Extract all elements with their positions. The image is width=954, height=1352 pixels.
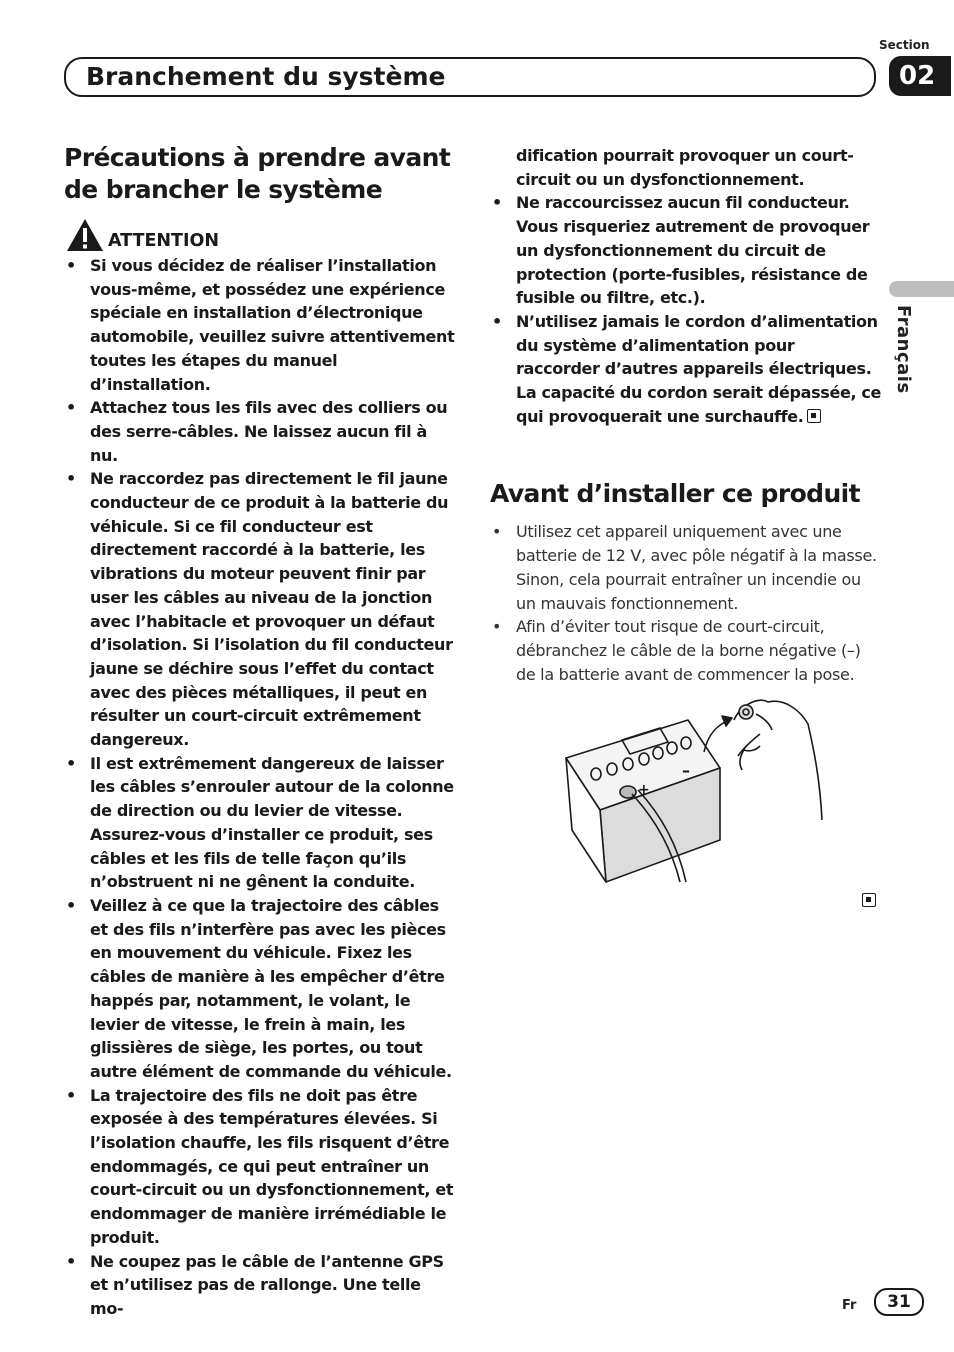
list-item: • Ne raccourcissez aucun fil conducteur. Vous risqueriez autrement de provoquer un dysfonctionnement du circuit de protection (porte-fusibles, résistance de fusible ou filtre, etc.). (490, 191, 882, 310)
language-tab-label: Français (893, 305, 914, 394)
list-item-text: N’utilisez jamais le cordon d’alimentation du système d’alimentation pour raccorder d’autres appareils électriques. La capacité du cordon serait dépassée, ce qui provoquerait une surchauffe. (516, 311, 882, 426)
before-install-list (490, 520, 882, 686)
right-column (490, 144, 882, 686)
section-number-badge: 02 (889, 56, 951, 96)
section-label: Section (879, 38, 930, 52)
language-tab-marker (889, 281, 954, 297)
list-item: • Si vous décidez de réaliser l’installation vous-même, et possédez une expérience spéciale en installation d’électronique automobile, veuillez suivre attentivement toutes les étapes du manuel d’installation. (64, 254, 456, 396)
list-item: • Ne raccordez pas directement le fil jaune conducteur de ce produit à la batterie du véhicule. Si ce fil conducteur est directement raccordé à la batterie, les vibrations du moteur peuvent finir par user les câbles au niveau de la jonction avec l’habitacle et provoquer un défaut d’isolation. Si l’isolation du fil conducteur jaune se déchire sous l’effet du contact avec des pièces métalliques, il peut en résulter un court-circuit extrêmement dangereux. (64, 467, 456, 751)
battery-plus-label: + (638, 782, 650, 798)
precautions-list (64, 254, 456, 1321)
list-item: • Veillez à ce que la trajectoire des câbles et des fils n’interfère pas avec les pièces en mouvement du véhicule. Fixez les câbles de manière à les empêcher d’être happés par, notamment, le volant, le levier de vitesse, le frein à main, les glissières de siège, les portes, ou tout autre élément de commande du véhicule. (64, 894, 456, 1084)
list-item: • Afin d’éviter tout risque de court-circuit, débranchez le câble de la borne négative (–) de la batterie avant de commencer la pose. (490, 615, 882, 686)
continuation-text: dification pourrait provoquer un court-circuit ou un dysfonctionnement. (516, 146, 854, 189)
before-install-heading: Avant d’installer ce produit (490, 479, 860, 509)
battery-disconnect-illustration (560, 690, 840, 890)
battery-minus-label: – (682, 761, 690, 780)
list-item: • Ne coupez pas le câble de l’antenne GPS et n’utilisez pas de rallonge. Une telle mo- (64, 1250, 456, 1321)
attention-label: ATTENTION (108, 231, 220, 251)
precautions-list-continued (490, 191, 882, 428)
attention-callout (66, 218, 456, 254)
header-bar (64, 57, 876, 97)
list-item: • La trajectoire des fils ne doit pas être exposée à des températures élevées. Si l’isolation chauffe, les fils risquent d’être endommagés, ce qui peut entraîner un court-circuit ou un dysfonctionnement, et endommager de manière irrémédiable le produit. (64, 1084, 456, 1250)
list-item: • Attachez tous les fils avec des colliers ou des serre-câbles. Ne laissez aucun fil à nu. (64, 396, 456, 467)
figure-end-icon (862, 893, 876, 907)
left-column (64, 142, 456, 1321)
precautions-heading: Précautions à prendre avant de brancher le système (64, 143, 451, 204)
list-item (490, 310, 882, 429)
footer-language-code: Fr (842, 1298, 857, 1313)
header-title: Branchement du système (86, 62, 446, 91)
section-end-icon (807, 409, 821, 423)
list-item: • Utilisez cet appareil uniquement avec une batterie de 12 V, avec pôle négatif à la masse. Sinon, cela pourrait entraîner un incendie ou un mauvais fonctionnement. (490, 520, 882, 615)
list-item: • Il est extrêmement dangereux de laisser les câbles s’enrouler autour de la colonne de direction ou du levier de vitesse. Assurez-vous d’installer ce produit, ses câbles et les fils de telle façon qu’ils n’obstruent ni ne gênent la conduite. (64, 752, 456, 894)
page-number: 31 (874, 1288, 924, 1316)
warning-triangle-icon (66, 218, 104, 252)
